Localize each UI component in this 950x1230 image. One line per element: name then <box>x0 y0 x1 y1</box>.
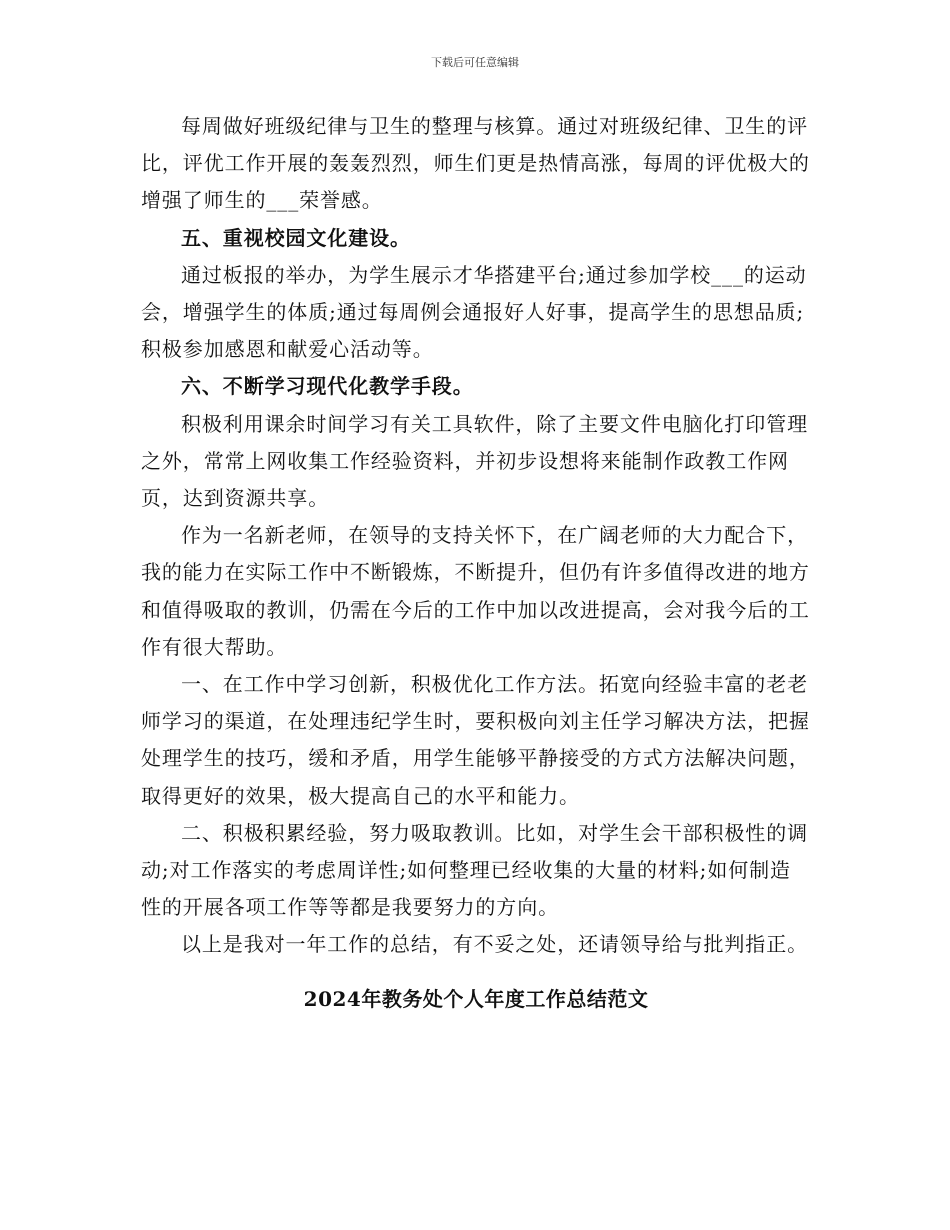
section-heading-modern-teaching: 六、不断学习现代化教学手段。 <box>181 374 474 399</box>
paragraph-software-learning: 积极利用课余时间学习有关工具软件，除了主要文件电脑化打印管理之外，常常上网收集工作经验资料，并初步设想将来能制作政教工作网页，达到资源共享。 <box>141 411 808 511</box>
document-body <box>141 108 811 1018</box>
paragraph-innovation: 一、在工作中学习创新，积极优化工作方法。拓宽向经验丰富的老老师学习的渠道，在处理违纪学生时，要积极向刘主任学习解决方法，把握处理学生的技巧，缓和矛盾，用学生能够平静接受的方式方法解决问题，取得更好的效果，极大提高自己的水平和能力。 <box>141 672 810 808</box>
paragraph-campus-culture: 通过板报的举办，为学生展示才华搭建平台;通过参加学校___的运动会，增强学生的体质;通过每周例会通报好人好事，提高学生的思想品质;积极参加感恩和献爱心活动等。 <box>141 262 807 362</box>
next-document-title: 2024年教务处个人年度工作总结范文 <box>303 986 649 1011</box>
paragraph-closing: 以上是我对一年工作的总结，有不妥之处，还请领导给与批判指正。 <box>181 932 808 957</box>
paragraph-discipline-hygiene: 每周做好班级纪律与卫生的整理与核算。通过对班级纪律、卫生的评比，评优工作开展的轰轰烈烈，师生们更是热情高涨，每周的评优极大的增强了师生的___荣誉感。 <box>141 114 810 213</box>
section-heading-campus-culture: 五、重视校园文化建设。 <box>181 225 411 250</box>
paragraph-experience: 二、积极积累经验，努力吸取教训。比如，对学生会干部积极性的调动;对工作落实的考虑周详性;如何整理已经收集的大量的材料;如何制造性的开展各项工作等等都是我要努力的方向。 <box>141 820 808 920</box>
page-header-note: 下载后可任意编辑 <box>431 56 519 69</box>
paragraph-new-teacher: 作为一名新老师，在领导的支持关怀下，在广阔老师的大力配合下，我的能力在实际工作中不断锻炼，不断提升，但仍有许多值得改进的地方和值得吸取的教训，仍需在今后的工作中加以改进提高，会对我今后的工作有很大帮助。 <box>141 523 810 659</box>
